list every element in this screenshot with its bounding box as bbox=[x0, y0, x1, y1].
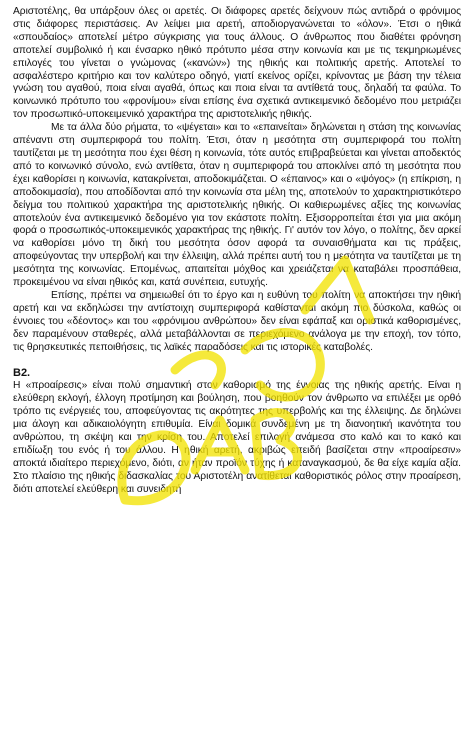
section-spacer bbox=[13, 354, 461, 367]
section-a-paragraph-1: Αριστοτέλης, θα υπάρξουν όλες οι αρετές. Οι διάφορες αρετές δείχνουν πώς αντιδρά ο φρόνιμος στις διάφορες περιστάσεις. Αν λείψει μια αρετή, αποδιοργανώνεται το «όλον». Έτσι ο ηθικά «σπουδαίος» αποτελεί μέτρο σύγκρισης για τους άλλους. Ο άνθρωπος που διαθέτει φρόνηση αποτελεί συμβολικό ή και ένσαρκο ηθικό πρότυπο μέσα στην κοινωνία και με τις τεκμηριωμένες επιλογές του γίνεται ο γνώμονας («κανών») της ηθικής και πολιτικής αρετής. Αποτελεί το ασφαλέστερο κριτήριο και τον καλύτερο οδηγό, γιατί εκείνος ορίζει, κρίνοντας με βάση την τέλεια γνώση του αγαθού, ποια είναι αγαθά, όπως και ποια είναι τα αντίθετά τους, δηλαδή τα φαύλα. Το κοινωνικό πρότυπο του «φρονίμου» είναι επίσης ένα σχετικά αντικειμενικό δεδομένο που μετριάζει τον προσωπικό-υποκειμενικό χαρακτήρα της αριστοτελικής ηθικής. bbox=[13, 6, 461, 121]
section-b2-heading: Β2. bbox=[13, 367, 31, 380]
section-a-paragraph-3: Επίσης, πρέπει να σημειωθεί ότι το έργο και η ευθύνη του πολίτη να αποκτήσει την ηθική αρετή και να εκδηλώσει την αντίστοιχη συμπεριφορά καθίστανται ακόμη πιο δύσκολα, καθώς οι έννοιες του «δέοντος» και του «φρόνιμου ανθρώπου» δεν είναι εφάπαξ και οριστικά καθορισμένες, δεν παραμένουν σταθερές, αλλά μεταβάλλονται σε περιεχόμενο ανάλογα με την εποχή, τον τόπο, τις θρησκευτικές πεποιθήσεις, τις λαϊκές παραδόσεις και τις ιστορικές καταβολές. bbox=[13, 289, 461, 353]
document-page bbox=[13, 6, 461, 497]
section-b2-paragraph-1: Η «προαίρεσις» είναι πολύ σημαντική στον καθορισμό της έννοιας της ηθικής αρετής. Είναι η ελεύθερη εκλογή, έλλογη προτίμηση και βούληση, που βοηθούν τον άνθρωπο να επιλέξει με ορθό τρόπο τις ενέργειές του, αποφεύγοντας τις ακρότητες της υπερβολής και της έλλειψης. Δε δηλώνει μια άλογη και αδικαιολόγητη επιθυμία. Είναι δομικά συνδεμένη με τη διανοητική ικανότητα του ανθρώπου, τη σκέψη και την κρίση του. Αποτελεί επιλογή ανάμεσα στο καλό και το κακό και επιδίωξη του ενός ή του άλλου. Η ηθική αρετή, ακριβώς επειδή βασίζεται στην «προαίρεσιν» αποκτά ιδιαίτερο περιεχόμενο, διότι, αν ήταν προϊόν τύχης ή καταναγκασμού, δε θα είχε καμία αξία. Στο πλαίσιο της ηθικής διδασκαλίας του Αριστοτέλη ανατίθεται καθοριστικός ρόλος στην προαίρεση, διότι αποτελεί ελεύθερη και συνειδητή bbox=[13, 380, 461, 495]
section-a-paragraph-2: Με τα άλλα δύο ρήματα, το «ψέγεται» και το «επαινείται» δηλώνεται η στάση της κοινωνίας απέναντι στη συμπεριφορά του πολίτη. Έτσι, όταν η μεσότητα στη συμπεριφορά του πολίτη ταυτίζεται με τη μεσότητα που έχει θέση η κοινωνία, τότε αυτός επιβραβεύεται και γίνεται αποδεκτός από το κοινωνικό σύνολο, ενώ αντίθετα, όταν η συμπεριφορά του αποκλίνει από τη μεσότητα που έχει καθορίσει η κοινωνία, κατακρίνεται, αποδοκιμάζεται. Ο «έπαινος» και ο «ψόγος» (η επίκριση, η αποδοκιμασία), που αποδίδονται από την κοινωνία στα μέλη της, αποτελούν το χαρακτηριστικότερο δείγμα του πολιτικού χαρακτήρα της αριστοτελικής ηθικής. Οι καθιερωμένες αξίες της κοινωνίας αποτελούν ένα αντικειμενικό δεδομένο για τον εκάστοτε πολίτη. Εξισορροπείται έτσι για μια ακόμη φορά ο προσωπικός-υποκειμενικός χαρακτήρας της ηθικής. Γι' αυτόν τον λόγο, ο πολίτης, δεν αρκεί να καθορίσει μόνο τη δική του μεσότητα όσον αφορά τα συναισθήματα και τις πράξεις, αποφεύγοντας την υπερβολή και την έλλειψη, αλλά πρέπει αυτή του η μεσότητα να ταυτίζεται με τη μεσότητα της κοινωνίας. Επομένως, απαιτείται μόχθος και χρειάζεται να καταβάλει προσπάθεια, προκειμένου να είναι ηθικός και, κατά συνέπεια, ευτυχής. bbox=[13, 122, 461, 289]
